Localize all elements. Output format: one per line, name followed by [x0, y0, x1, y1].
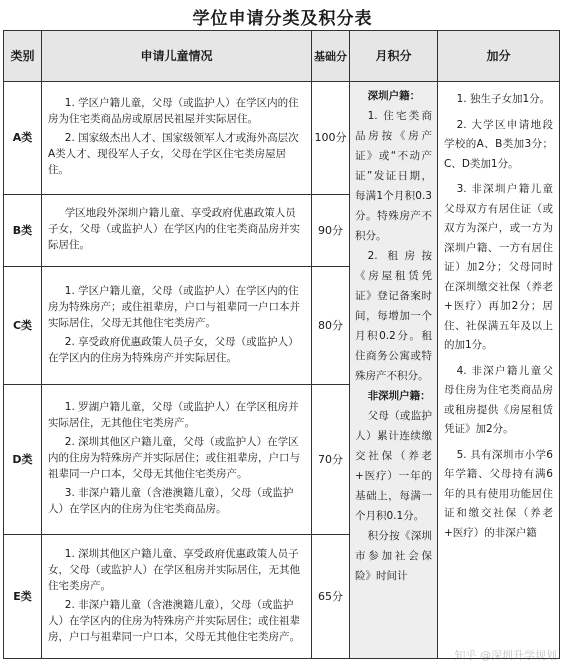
category-b: B类 [4, 195, 42, 267]
condition-item: 2. 享受政府优惠政策人员子女，父母（或监护人）在学区内的住房为特殊房产并实际居住。 [48, 335, 299, 364]
condition-item: 1. 罗湖户籍儿童，父母（或监护人）在学区租房并实际居住，无其他住宅类房产。 [48, 401, 299, 429]
header-conditions: 申请儿童情况 [42, 31, 312, 82]
monthly-item: 父母（或监护人）累计连续缴交社保（养老+医疗）一年的基础上，每满一个月积0.1分。 [355, 410, 432, 522]
bonus-item: 3. 非深圳户籍儿童父母双方有居住证（或双方为深户，或一方为深圳户籍、一方有居住证）加2分；父母同时在深圳缴交社保（养老+医疗）再加2分；居住、社保满五年及以上的加1分。 [444, 183, 553, 351]
bonus-item: 4. 非深户籍儿童父母住房为住宅类商品房或租房提供《房屋租赁凭证》加2分。 [444, 364, 553, 435]
page-title: 学位申请分类及积分表 [192, 9, 373, 29]
monthly-item: 积分按《深圳市参加社会保险》时间计 [355, 530, 432, 582]
condition-item: 2. 深圳其他区户籍儿童，父母（或监护人）在学区内的住房为特殊房产并实际居住；或住祖辈房，户口与祖辈同一户口本，父母无其他住宅类房产。 [48, 436, 300, 480]
monthly-heading-non-shenzhen: 非深圳户籍： [367, 390, 431, 402]
condition-item: 1. 学区户籍儿童，父母（或监护人）在学区内的住房为住宅类商品房或原居民祖屋并实际居住。 [48, 97, 299, 125]
condition-item: 3. 非深户籍儿童（含港澳籍儿童），父母（或监护人）在学区内的住房为住宅类商品房。 [48, 487, 294, 515]
header-monthly: 月积分 [350, 31, 438, 82]
condition-item: 2. 非深户籍儿童（含港澳籍儿童），父母（或监护人）在学区内的住房为特殊房产并实际居住；或住祖辈房，户口与祖辈同一户口本，父母无其他住宅类房产。 [48, 598, 300, 643]
condition-item: 学区地段外深圳户籍儿童、享受政府优惠政策人员子女，父母（或监护人）在学区内的住宅类商品房并实际居住。 [48, 207, 300, 251]
bonus-item: 2. 大学区申请地段学校的A、B类加3分；C、D类加1分。 [444, 118, 553, 170]
score-d: 70分 [312, 385, 350, 535]
score-c: 80分 [312, 267, 350, 385]
conditions-a [42, 82, 312, 195]
header-row [4, 31, 560, 82]
monthly-item: 2. 租房按《房屋租赁凭证》登记备案时间，每增加一个月积0.2分。租住商务公寓或特殊房产不积分。 [355, 250, 432, 382]
header-base-score: 基础分 [312, 31, 350, 82]
points-table [3, 30, 560, 659]
score-a: 100分 [312, 82, 350, 195]
category-c: C类 [4, 267, 42, 385]
header-category: 类别 [4, 31, 42, 82]
row-a [4, 82, 560, 195]
conditions-b [42, 195, 312, 267]
score-b: 90分 [312, 195, 350, 267]
conditions-d [42, 385, 312, 535]
bonus-item: 1. 独生子女加1分。 [456, 93, 551, 105]
monthly-item: 1. 住宅类商品房按《房产证》或“不动产证”发证日期，每满1个月积0.3分。特殊房产不积分。 [355, 110, 432, 242]
condition-item: 1. 学区户籍儿童，父母（或监护人）在学区内的住房为特殊房产；或住祖辈房，户口与祖辈同一户口本并实际居住，父母无其他住宅类房产。 [48, 284, 300, 329]
category-d: D类 [4, 385, 42, 535]
conditions-e [42, 535, 312, 659]
monthly-points-cell [350, 82, 438, 659]
monthly-heading-shenzhen: 深圳户籍： [367, 90, 421, 102]
header-bonus: 加分 [438, 31, 560, 82]
category-a: A类 [4, 82, 42, 195]
condition-item: 1. 深圳其他区户籍儿童、享受政府优惠政策人员子女，父母（或监护人）在学区租房并实际居住，无其他住宅类房产。 [48, 547, 300, 592]
score-e: 65分 [312, 535, 350, 659]
bonus-item: 5. 具有深圳市小学6年学籍、父母持有满6年的具有使用功能居住证和缴交社保（养老+医疗）的非深户籍 [444, 448, 553, 539]
conditions-c [42, 267, 312, 385]
category-e: E类 [4, 535, 42, 659]
condition-item: 2. 国家级杰出人才、国家级领军人才或海外高层次A类人才、现役军人子女，父母在学区住宅类房屋居住。 [48, 132, 299, 176]
bonus-points-cell [438, 82, 560, 659]
watermark: 知乎 @深圳升学规划 [454, 649, 557, 662]
